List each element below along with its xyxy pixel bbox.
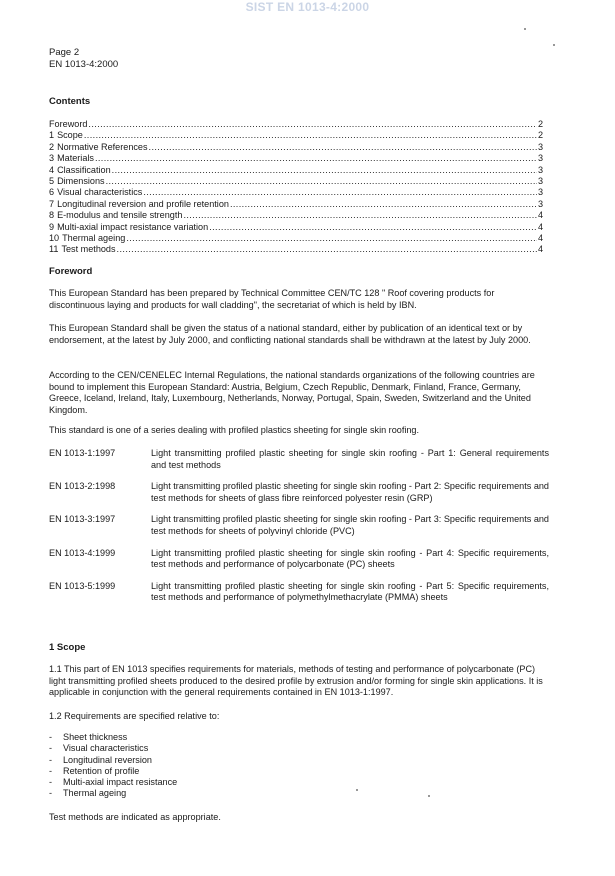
toc-item-page: 3: [537, 187, 543, 198]
toc-item-number: 7: [49, 198, 55, 209]
toc-item[interactable]: [49, 119, 543, 130]
toc-item[interactable]: [49, 233, 543, 244]
toc-item-title: Thermal ageing: [62, 232, 126, 243]
toc-leader: [117, 244, 537, 255]
part-entry: [49, 448, 549, 471]
toc-item[interactable]: [49, 153, 543, 164]
toc-item-title: Classification: [57, 164, 111, 175]
contents-heading: Contents: [49, 96, 91, 107]
toc-leader: [149, 142, 537, 153]
toc-item-title: E-modulus and tensile strength: [57, 210, 183, 221]
foreword-paragraph-1: This European Standard has been prepared by Technical Committee CEN/TC 128 " Roof covering products for discontinuous laying and products for wall cladding", the secretariat of which is held by IBN.: [49, 288, 495, 310]
toc-item-number: 10: [49, 232, 60, 243]
list-dash: -: [49, 788, 53, 799]
foreword-paragraph-4: This standard is one of a series dealing with profiled plastics sheeting for single skin roofing.: [49, 425, 420, 435]
requirement-text: Multi-axial impact resistance: [63, 777, 178, 788]
toc-leader: [112, 165, 537, 176]
list-item: [49, 732, 177, 743]
list-dash: -: [49, 765, 53, 776]
toc-item-number: 11: [49, 244, 59, 255]
toc-leader: [209, 222, 537, 233]
part-entry: [49, 548, 549, 571]
scope-paragraph-1-1: 1.1 This part of EN 1013 specifies requirements for materials, methods of testing and performance of polycarbonate (PC) light transmitting profiled sheets produced to the desired profile by extrusion and/or forming for single skin applications. It is applicable in conjunction with the general requirements contained in EN 1013-1:1997.: [49, 664, 543, 698]
toc-item-number: 4: [49, 164, 55, 175]
toc-item[interactable]: [49, 222, 543, 233]
toc-item-page: 3: [537, 141, 543, 152]
scan-speck: [524, 28, 526, 30]
scope-closing-text: Test methods are indicated as appropriate.: [49, 812, 221, 822]
toc-item-page: 3: [537, 153, 543, 164]
toc-item[interactable]: [49, 244, 543, 255]
part-id: EN 1013-2:1998: [49, 481, 116, 492]
toc-item-number: 5: [49, 175, 55, 186]
list-item: [49, 743, 177, 754]
part-id: EN 1013-5:1999: [49, 580, 116, 591]
part-id: EN 1013-1:1997: [49, 448, 116, 458]
toc-item-number: 2: [49, 141, 55, 152]
toc-leader: [183, 210, 537, 221]
toc-item[interactable]: [49, 176, 543, 187]
list-dash: -: [49, 754, 53, 765]
requirement-text: Thermal ageing: [63, 788, 127, 799]
toc-item-title: Foreword: [49, 119, 88, 129]
part-description: Light transmitting profiled plastic sheeting for single skin roofing - Part 5: Specific requirements, test methods and performance of polymethylmethacrylate (PMMA) sheets: [151, 580, 549, 603]
related-parts-list: [49, 448, 549, 614]
foreword-heading: Foreword: [49, 266, 93, 277]
list-item: [49, 755, 177, 766]
toc-item[interactable]: [49, 130, 543, 141]
toc-leader: [143, 187, 537, 198]
toc-item-page: 3: [537, 198, 543, 209]
document-reference: EN 1013-4:2000: [49, 59, 119, 70]
toc-item-number: 8: [49, 210, 55, 221]
requirement-text: Visual characteristics: [63, 743, 149, 754]
list-dash: -: [49, 732, 53, 742]
list-dash: -: [49, 777, 53, 788]
scan-speck: [553, 44, 555, 46]
part-description: Light transmitting profiled plastic sheeting for single skin roofing - Part 4: Specific requirements, test methods and performance of polycarbonate (PC) sheets: [151, 547, 549, 570]
toc-item[interactable]: [49, 165, 543, 176]
toc-item-title: Dimensions: [57, 175, 105, 186]
foreword-paragraph-2: This European Standard shall be given the status of a national standard, either by publication of an identical text or by endorsement, at the latest by July 2000, and conflicting national standards shall be withdrawn at the latest by July 2000.: [49, 323, 531, 345]
toc-item-page: 4: [537, 232, 543, 243]
requirements-list: [49, 732, 177, 800]
toc-item-number: 6: [49, 187, 55, 198]
toc-item[interactable]: [49, 187, 543, 198]
toc-leader: [84, 130, 537, 141]
toc-item[interactable]: [49, 199, 543, 210]
toc-item-page: 2: [537, 119, 543, 129]
part-entry: [49, 481, 549, 504]
toc-leader: [126, 233, 537, 244]
foreword-paragraph-3: According to the CEN/CENELEC Internal Regulations, the national standards organizations of the following countries are bound to implement this European Standard: Austria, Belgium, Czech Republic, Denmark, Finland, France, Germany, Greece, Iceland, Ireland, Italy, Luxembourg, Netherlands, Norway, Portugal, Spain, Sweden, Switzerland and the United Kingdom.: [49, 370, 535, 415]
toc-item-page: 4: [537, 221, 543, 232]
toc-item-page: 3: [537, 164, 543, 175]
list-item: [49, 777, 177, 788]
requirement-text: Longitudinal reversion: [63, 754, 152, 765]
toc-leader: [106, 176, 537, 187]
toc-item-title: Normative References: [57, 141, 148, 152]
watermark: SIST EN 1013-4:2000: [245, 0, 370, 14]
part-id: EN 1013-4:1999: [49, 547, 116, 558]
toc-item-number: 1: [49, 130, 55, 141]
toc-leader: [230, 199, 537, 210]
list-item: [49, 788, 177, 799]
scope-paragraph-1-2: 1.2 Requirements are specified relative to:: [49, 711, 220, 721]
part-description: Light transmitting profiled plastic sheeting for single skin roofing - Part 1: General requirements and test methods: [151, 448, 549, 470]
toc-item-page: 4: [537, 210, 543, 221]
part-description: Light transmitting profiled plastic sheeting for single skin roofing - Part 3: Specific requirements and test methods for sheets of polyvinyl chloride (PVC): [151, 514, 549, 536]
requirement-text: Sheet thickness: [63, 732, 128, 742]
toc-item[interactable]: [49, 210, 543, 221]
toc-leader: [95, 153, 537, 164]
part-entry: [49, 581, 549, 604]
toc-item-title: Test methods: [61, 244, 116, 255]
toc-leader: [88, 119, 537, 130]
list-dash: -: [49, 743, 53, 754]
toc-item-title: Multi-axial impact resistance variation: [57, 221, 209, 232]
scan-speck: [356, 789, 358, 791]
toc-item-page: 3: [537, 175, 543, 186]
toc-item[interactable]: [49, 142, 543, 153]
page-number: Page 2: [49, 47, 80, 58]
requirement-text: Retention of profile: [63, 765, 140, 776]
toc-item-number: 9: [49, 221, 55, 232]
toc-item-title: Materials: [57, 153, 94, 164]
part-entry: [49, 514, 549, 537]
table-of-contents: [49, 119, 543, 256]
scope-heading: 1 Scope: [49, 642, 86, 653]
toc-item-title: Longitudinal reversion and profile retention: [57, 198, 229, 209]
toc-item-page: 4: [537, 244, 543, 255]
toc-item-number: 3: [49, 153, 55, 164]
toc-item-page: 2: [537, 130, 543, 141]
list-item: [49, 766, 177, 777]
part-description: Light transmitting profiled plastic sheeting for single skin roofing - Part 2: Specific requirements and test methods for sheets of glass fibre reinforced polyester resin (GRP): [151, 481, 549, 503]
scan-speck: [428, 795, 430, 797]
toc-item-title: Scope: [57, 130, 83, 141]
toc-item-title: Visual characteristics: [57, 187, 143, 198]
part-id: EN 1013-3:1997: [49, 514, 116, 525]
